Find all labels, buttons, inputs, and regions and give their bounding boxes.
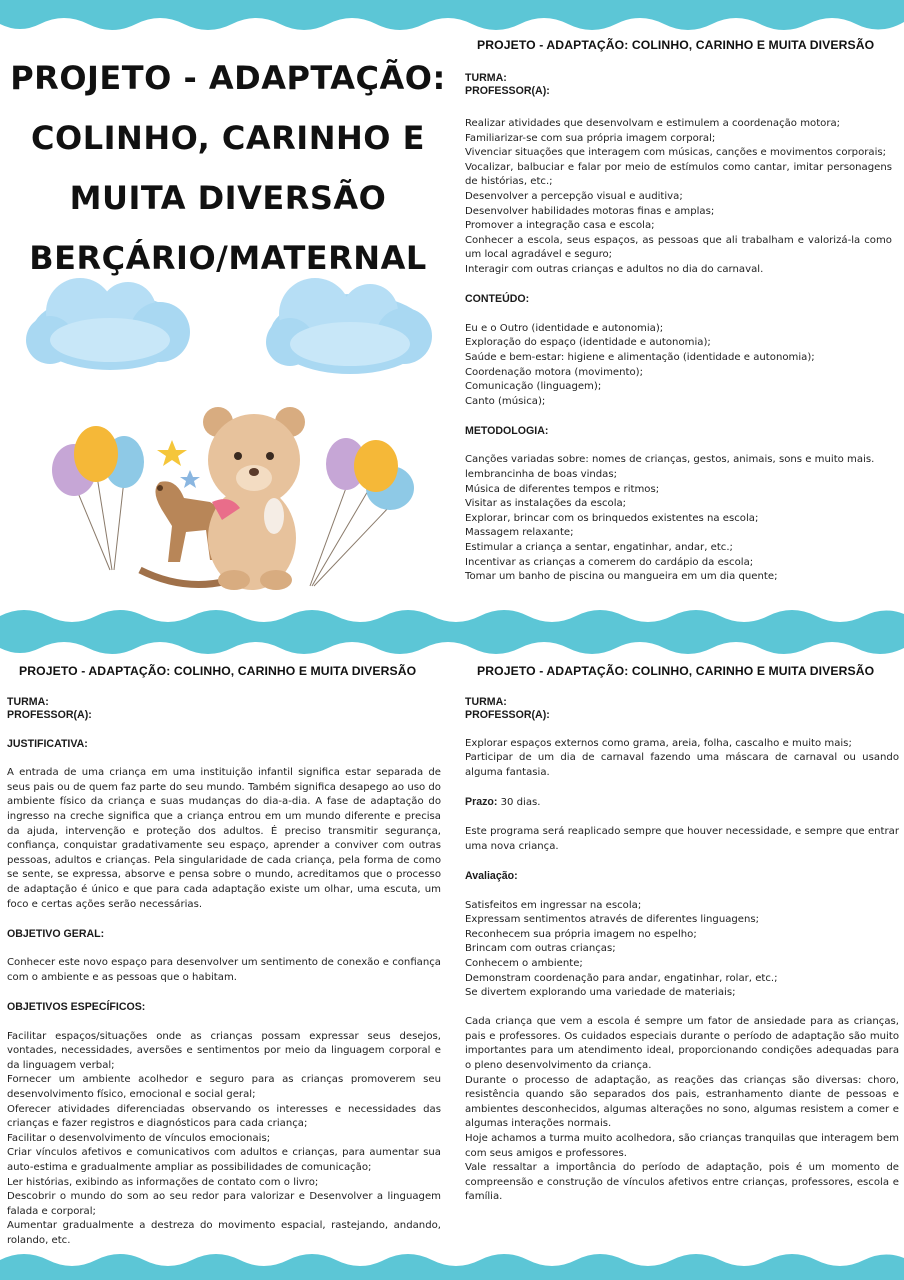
metodologia-list: [465, 453, 892, 584]
list-item: Massagem relaxante;: [465, 527, 574, 539]
star-icon: [157, 440, 187, 466]
cover-title-line-4: BERÇÁRIO/MATERNAL: [29, 239, 427, 277]
justificativa-text: A entrada de uma criança em uma instituição infantil significa estar separada de seus pais ou de quem faz parte do seu mundo. Também significa desapego ao uso do ambiente físico da criança e suas mudanças do dia-a-dia. A fase de adaptação do ingresso na creche significa que a criança entrou em um mundo diferente e precisa da ajuda, intervenção e proteção dos adultos. É preciso transmitir segurança, confiança, conquistar gradativamente seu espaço, aprender a conviver com outras pessoas, adultos e crianças. Pela singularidade de cada criança, pela forma de como se sente, se expressa, absorve e pensa sobre o mundo, acreditamos que o processo de adaptação é único e que para cada adaptação existe um olhar, uma escuta, um foco e certas ações serão necessárias.: [7, 767, 441, 910]
avaliacao-list: [465, 899, 899, 1001]
cloud-icon: [26, 278, 190, 370]
activities-list: [465, 737, 899, 781]
turma-label: TURMA:: [7, 696, 49, 708]
objetivo-geral-text: Conhecer este novo espaço para desenvolver um sentimento de conexão e confiança com o ambiente e as pessoas que o habitam.: [7, 957, 441, 983]
professor-label: PROFESSOR(A):: [465, 85, 550, 97]
list-item: Vivenciar situações que interagem com músicas, canções e movimentos corporais;: [465, 147, 887, 159]
avaliacao-heading: Avaliação:: [465, 869, 518, 882]
list-item: Realizar atividades que desenvolvam e estimulem a coordenação motora;: [465, 118, 841, 129]
turma-label: TURMA:: [465, 72, 507, 84]
list-item: Estimular a criança a sentar, engatinhar, andar, etc.;: [465, 542, 733, 554]
objetivos-especificos-heading: OBJETIVOS ESPECÍFICOS:: [7, 1001, 146, 1014]
closing-paragraph: Cada criança que vem a escola é sempre um fator de ansiedade para as crianças, pais e professores. Os cuidados especiais durante o período de adaptação são muito importantes para um atendimento ideal, proporcionando condições adequadas para o pleno desenvolvimento da criança.: [465, 1016, 899, 1072]
list-item: Criar vínculos afetivos e comunicativos com adultos e crianças, para aumentar sua auto-estima e gradualmente ampliar as possibilidades de comunicação;: [7, 1147, 441, 1174]
list-item: Saúde e bem-estar: higiene e alimentação (identidade e autonomia);: [465, 351, 815, 363]
list-item: Se divertem explorando uma variedade de materiais;: [465, 987, 736, 999]
list-item: Facilitar o desenvolvimento de vínculos emocionais;: [7, 1132, 271, 1144]
conteudo-heading: CONTEÚDO:: [465, 293, 530, 306]
middle-wave: [0, 602, 904, 660]
list-item: Facilitar espaços/situações onde as crianças possam expressar seus desejos, vontades, necessidades, aversões e sentimentos por meio da linguagem corporal e da linguagem verbal;: [7, 1030, 441, 1071]
list-item: Eu e o Outro (identidade e autonomia);: [465, 322, 664, 334]
list-item: Conhecem o ambiente;: [465, 957, 583, 969]
list-item: Comunicação (linguagem);: [465, 381, 602, 393]
prazo-label: Prazo:: [465, 795, 498, 808]
metodologia-heading: METODOLOGIA:: [465, 424, 549, 437]
list-item: Desenvolver habilidades motoras finas e amplas;: [465, 205, 715, 217]
cover-title-line-3: MUITA DIVERSÃO: [69, 179, 387, 217]
cloud-icon: [266, 278, 432, 374]
list-item: Aumentar gradualmente a destreza do movimento espacial, rastejando, andando, rolando, etc.: [7, 1220, 441, 1246]
list-item: Visitar as instalações da escola;: [465, 498, 627, 510]
prazo-line: [465, 795, 899, 811]
list-item: lembrancinha de boas vindas;: [465, 469, 618, 481]
list-item: Familiarizar-se com sua própria imagem corporal;: [465, 132, 716, 144]
list-item: Fornecer um ambiente acolhedor e seguro para as crianças promoverem seu desenvolvimento físico, emocional e social geral;: [7, 1074, 441, 1101]
list-item: Promover a integração casa e escola;: [465, 220, 655, 232]
list-item: Vocalizar, balbuciar e falar por meio de estímulos como cantar, imitar personagens de histórias, etc.;: [465, 161, 892, 188]
list-item: Participar de um dia de carnaval fazendo uma máscara de carnaval ou usando alguma fantasia.: [465, 752, 899, 778]
conteudo-list: [465, 322, 892, 410]
justificativa-heading: JUSTIFICATIVA:: [7, 737, 88, 750]
turma-label: TURMA:: [465, 696, 507, 708]
top-wave: [0, 0, 904, 40]
list-item: Coordenação motora (movimento);: [465, 366, 644, 378]
balloon-icon: [310, 438, 414, 586]
list-item: Explorar espaços externos como grama, areia, folha, cascalho e muito mais;: [465, 737, 852, 749]
professor-label: PROFESSOR(A):: [7, 709, 92, 721]
list-item: Oferecer atividades diferenciadas observando os interesses e necessidades das crianças e fazer registros e diagnósticos para cada criança;: [7, 1103, 441, 1130]
list-item: Reconhecem sua própria imagem no espelho;: [465, 928, 697, 940]
list-item: Canções variadas sobre: nomes de crianças, gestos, animais, sons e muito mais.: [465, 454, 875, 466]
panel-top-right: [465, 38, 892, 585]
replicado-text: Este programa será reaplicado sempre que houver necessidade, e sempre que entrar uma nova criança.: [465, 826, 899, 852]
bottom-wave: [0, 1246, 904, 1280]
panel-bottom-right: [465, 664, 899, 1205]
list-item: Descobrir o mundo do som ao seu redor para valorizar e Desenvolver a linguagem falada e corporal;: [7, 1191, 441, 1217]
list-item: Satisfeitos em ingressar na escola;: [465, 899, 642, 911]
teddy-bear-icon: [203, 407, 305, 590]
list-item: Explorar, brincar com os brinquedos existentes na escola;: [465, 512, 759, 524]
objectives-list: [465, 117, 892, 278]
panel-title: PROJETO - ADAPTAÇÃO: COLINHO, CARINHO E MUITA DIVERSÃO: [477, 664, 875, 678]
objetivo-geral-heading: OBJETIVO GERAL:: [7, 927, 105, 940]
list-item: Conhecer a escola, seus espaços, as pessoas que ali trabalham e valorizá-la como um local agradável e seguro;: [465, 234, 892, 261]
closing-paragraph: Vale ressaltar a importância do período de adaptação, pois é um momento de compreensão e construção de vínculos afetivos entre crianças, professores, escola e família.: [465, 1162, 899, 1203]
list-item: Exploração do espaço (identidade e autonomia);: [465, 337, 711, 349]
closing-paragraph: Hoje achamos a turma muito acolhedora, são crianças tranquilas que interagem bem com seus amigos e professores.: [465, 1133, 899, 1159]
prazo-value: 30 dias.: [497, 796, 541, 808]
list-item: Brincam com outras crianças;: [465, 943, 616, 955]
professor-label: PROFESSOR(A):: [465, 709, 550, 721]
list-item: Incentivar as crianças a comerem do cardápio da escola;: [465, 556, 754, 568]
star-icon: [180, 470, 200, 488]
cover-title-line-2: COLINHO, CARINHO E: [31, 119, 425, 157]
panel-title: PROJETO - ADAPTAÇÃO: COLINHO, CARINHO E MUITA DIVERSÃO: [477, 38, 875, 52]
cover-title-line-1: PROJETO - ADAPTAÇÃO:: [10, 59, 446, 97]
panel-title: PROJETO - ADAPTAÇÃO: COLINHO, CARINHO E MUITA DIVERSÃO: [19, 664, 417, 678]
list-item: Interagir com outras crianças e adultos no dia do carnaval.: [465, 263, 764, 275]
objetivos-especificos-list: [7, 1030, 441, 1249]
list-item: Desenvolver a percepção visual e auditiva;: [465, 190, 683, 202]
list-item: Tomar um banho de piscina ou mangueira em um dia quente;: [465, 571, 778, 583]
cover-title: [4, 48, 452, 288]
list-item: Demonstram coordenação para andar, engatinhar, rolar, etc.;: [465, 972, 778, 984]
closing-paragraph: Durante o processo de adaptação, as reações das crianças são diversas: choro, resistência quando são separados dos pais, estranhamento diante de pessoas e ambientes desconhecidos, algumas alterações no sono, algumas resistem a comer e algumas interações normais.: [465, 1074, 899, 1130]
list-item: Expressam sentimentos através de diferentes linguagens;: [465, 914, 760, 926]
list-item: Canto (música);: [465, 395, 546, 407]
list-item: Ler histórias, exibindo as informações de contato com o livro;: [7, 1176, 319, 1188]
panel-bottom-left: [7, 664, 441, 1249]
closing-text: [465, 1015, 899, 1205]
list-item: Música de diferentes tempos e ritmos;: [465, 483, 660, 495]
cover-illustration: [0, 270, 452, 610]
balloon-icon: [52, 426, 144, 570]
